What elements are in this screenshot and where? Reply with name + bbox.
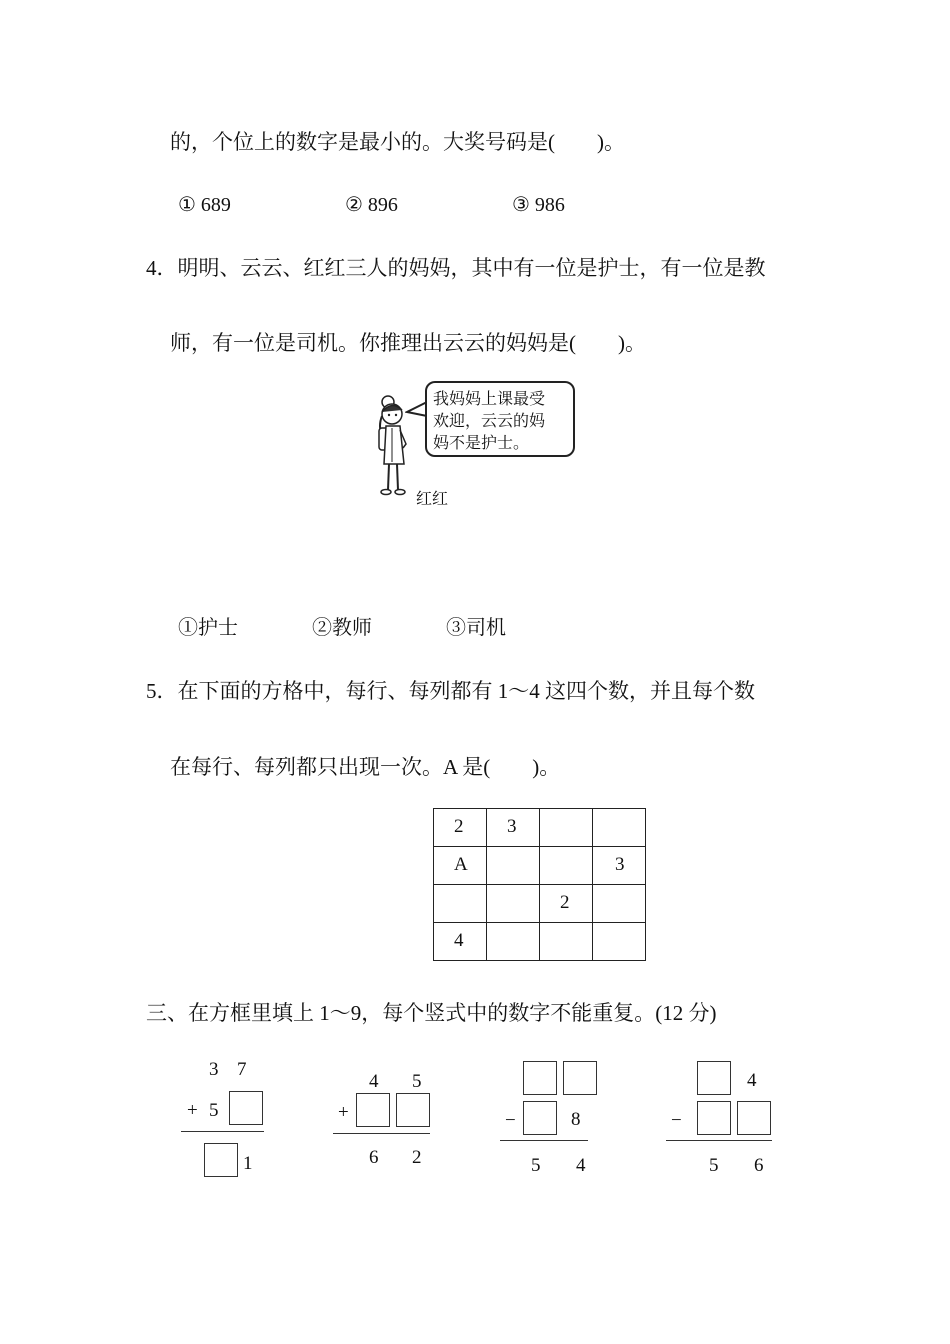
grid-cell xyxy=(540,847,593,885)
p1-mid-digit: 5 xyxy=(209,1100,219,1121)
grid-cell xyxy=(540,809,593,847)
p2-answer-box-1[interactable] xyxy=(356,1093,390,1127)
grid-cell xyxy=(540,923,593,961)
p1-answer-box-1[interactable] xyxy=(229,1091,263,1125)
p3-answer-box-1[interactable] xyxy=(523,1061,557,1095)
p3-rule xyxy=(500,1140,588,1141)
p1-result-digit: 1 xyxy=(243,1153,253,1174)
p3-answer-box-2[interactable] xyxy=(563,1061,597,1095)
q3-option-3: ③ 986 xyxy=(512,194,565,216)
bubble-line-2: 欢迎，云云的妈 xyxy=(433,411,546,430)
grid-cell: 3 xyxy=(487,809,540,847)
q4-text-line1: 4．明明、云云、红红三人的妈妈，其中有一位是护士，有一位是教 xyxy=(146,256,766,280)
p3-result-digit-2: 4 xyxy=(576,1155,586,1176)
grid-cell xyxy=(487,847,540,885)
p1-top-digit-2: 7 xyxy=(237,1059,247,1080)
q4-text-line2: 师，有一位是司机。你推理出云云的妈妈是( )。 xyxy=(170,331,646,355)
grid-cell: 2 xyxy=(540,885,593,923)
grid-row xyxy=(434,847,646,885)
p3-mid-digit: 8 xyxy=(571,1109,581,1130)
p2-top-digit-1: 4 xyxy=(369,1071,379,1092)
p4-answer-box-1[interactable] xyxy=(697,1061,731,1095)
p2-result-digit-2: 2 xyxy=(412,1147,422,1168)
p2-answer-box-2[interactable] xyxy=(396,1093,430,1127)
p3-result-digit-1: 5 xyxy=(531,1155,541,1176)
girl-name-label: 红红 xyxy=(416,489,449,508)
p4-answer-box-3[interactable] xyxy=(737,1101,771,1135)
bubble-line-1: 我妈妈上课最受 xyxy=(433,389,546,408)
grid-cell: 4 xyxy=(434,923,487,961)
p1-operator: + xyxy=(187,1100,198,1121)
bubble-line-3: 妈不是护士。 xyxy=(433,433,530,452)
q4-option-2: ②教师 xyxy=(312,617,372,639)
p1-rule xyxy=(181,1131,264,1132)
q5-text-line2: 在每行、每列都只出现一次。A 是( )。 xyxy=(170,755,561,779)
grid-cell: A xyxy=(434,847,487,885)
p3-operator: − xyxy=(505,1110,516,1131)
grid-cell xyxy=(593,885,646,923)
p2-result-digit-1: 6 xyxy=(369,1147,379,1168)
q4-option-1: ①护士 xyxy=(178,617,238,639)
p3-answer-box-3[interactable] xyxy=(523,1101,557,1135)
grid-cell: 3 xyxy=(593,847,646,885)
p1-top-digit-1: 3 xyxy=(209,1059,219,1080)
grid-cell: 2 xyxy=(434,809,487,847)
grid-cell xyxy=(593,809,646,847)
p2-top-digit-2: 5 xyxy=(412,1071,422,1092)
grid-cell xyxy=(434,885,487,923)
p4-operator: − xyxy=(671,1110,682,1131)
grid-cell xyxy=(487,885,540,923)
q5-text-line1: 5．在下面的方格中，每行、每列都有 1～4 这四个数，并且每个数 xyxy=(146,679,755,703)
p4-rule xyxy=(666,1140,772,1141)
sudoku-grid xyxy=(433,808,646,961)
grid-row xyxy=(434,923,646,961)
speech-bubble xyxy=(425,381,575,457)
q3-option-2: ② 896 xyxy=(345,194,398,216)
grid-cell xyxy=(593,923,646,961)
q4-option-3: ③司机 xyxy=(446,617,506,639)
section3-title: 三、在方框里填上 1～9，每个竖式中的数字不能重复。(12 分) xyxy=(146,1001,717,1025)
grid-row xyxy=(434,885,646,923)
q3-text-tail: 的，个位上的数字是最小的。大奖号码是( )。 xyxy=(170,130,625,154)
p4-top-digit: 4 xyxy=(747,1070,757,1091)
p4-result-digit-1: 5 xyxy=(709,1155,719,1176)
grid-row xyxy=(434,809,646,847)
p2-rule xyxy=(333,1133,430,1134)
q3-option-1: ① 689 xyxy=(178,194,231,216)
p4-answer-box-2[interactable] xyxy=(697,1101,731,1135)
p2-operator: + xyxy=(338,1102,349,1123)
p4-result-digit-2: 6 xyxy=(754,1155,764,1176)
p1-answer-box-2[interactable] xyxy=(204,1143,238,1177)
grid-cell xyxy=(487,923,540,961)
